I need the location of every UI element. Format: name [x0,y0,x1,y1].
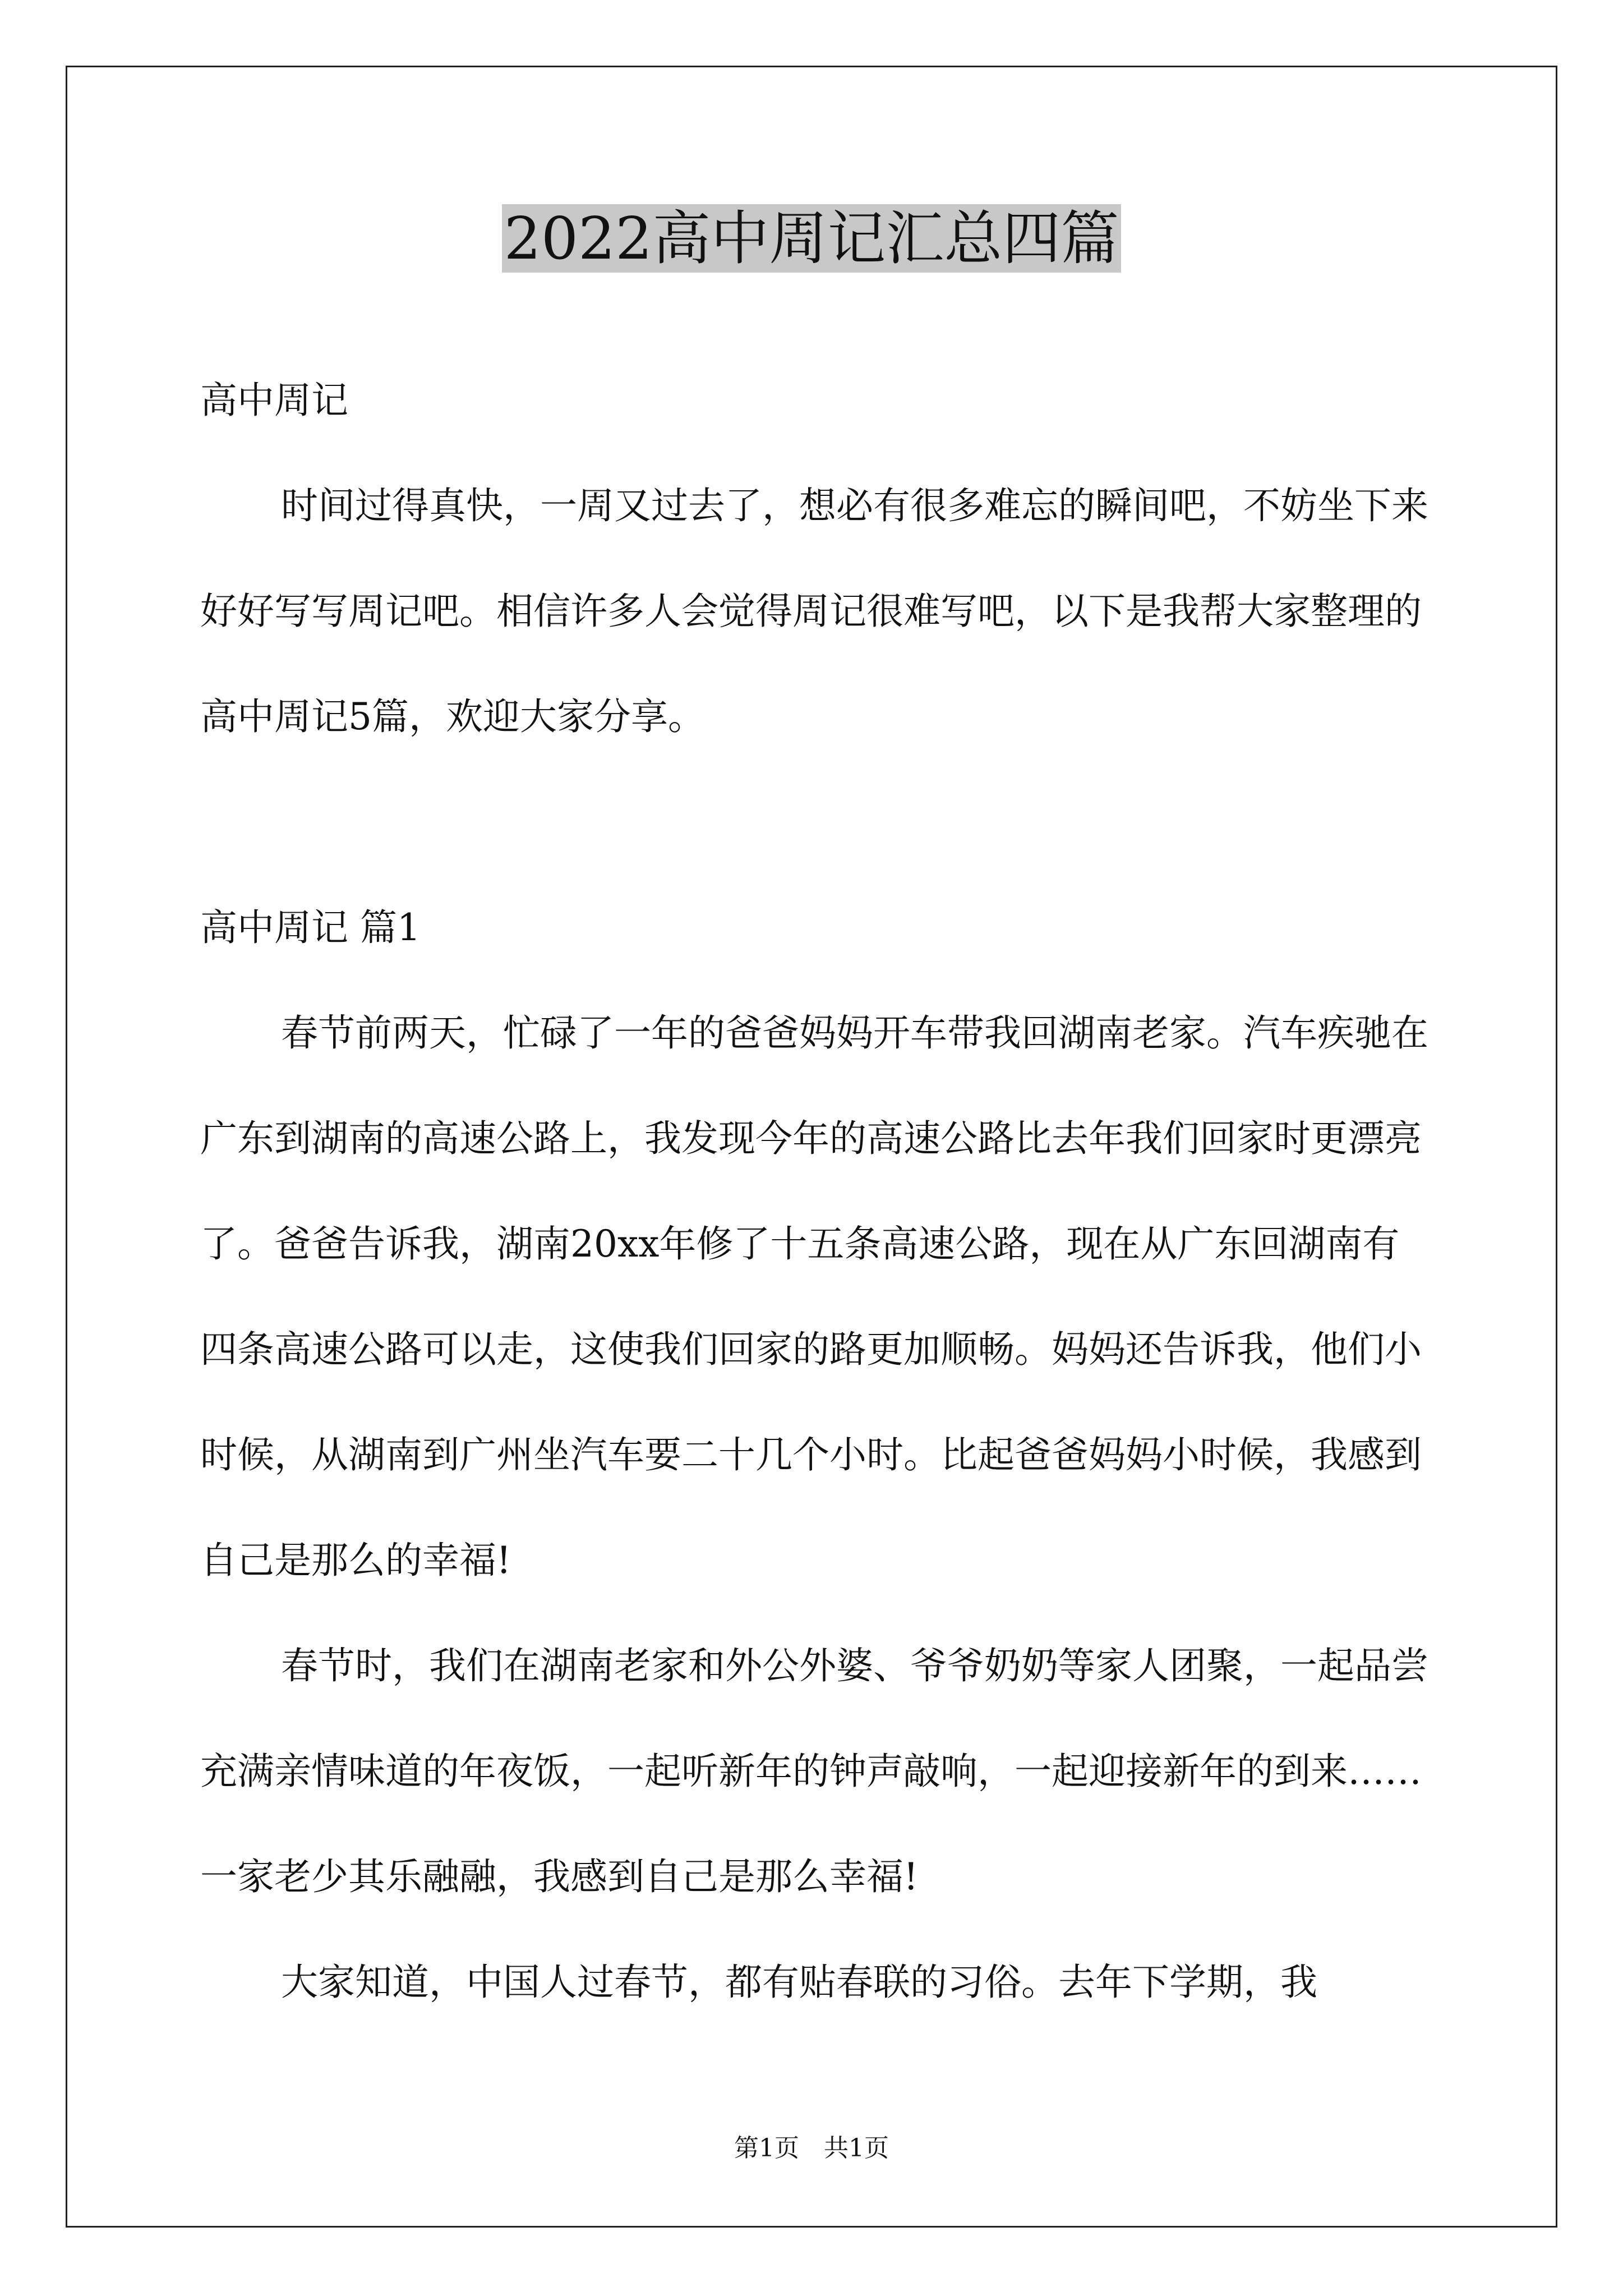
page-number: 第1页 共1页 [734,2134,889,2162]
article-heading: 高中周记 篇1 [200,906,421,949]
section-heading: 高中周记 [200,379,348,422]
body-paragraph: 春节时，我们在湖南老家和外公外婆、爷爷奶奶等家人团聚，一起品尝充满亲情味道的年夜饭，一起听新年的钟声敲响，一起迎接新年的到来……一家老少其乐融融，我感到自己是那么幸福! [200,1644,1428,1898]
document-body [200,348,1434,2035]
body-paragraph: 大家知道，中国人过春节，都有贴春联的习俗。去年下学期，我 [281,1961,1317,2004]
body-paragraph: 春节前两天，忙碌了一年的爸爸妈妈开车带我回湖南老家。汽车疾驰在广东到湖南的高速公路上，我发现今年的高速公路比去年我们回家时更漂亮了。爸爸告诉我，湖南20xx年修了十五条高速公路，现在从广东回湖南有四条高速公路可以走，这使我们回家的路更加顺畅。妈妈还告诉我，他们小时候，从湖南到广州坐汽车要二十几个小时。比起爸爸妈妈小时候，我感到自己是那么的幸福! [200,1011,1428,1582]
blank-line [200,770,1434,875]
page-footer [0,2132,1623,2165]
intro-paragraph: 时间过得真快，一周又过去了，想必有很多难忘的瞬间吧，不妨坐下来好好写写周记吧。相信许多人会觉得周记很难写吧，以下是我帮大家整理的高中周记5篇，欢迎大家分享。 [200,484,1428,738]
document-title [0,202,1623,275]
document-title-text: 2022高中周记汇总四篇 [502,204,1122,273]
